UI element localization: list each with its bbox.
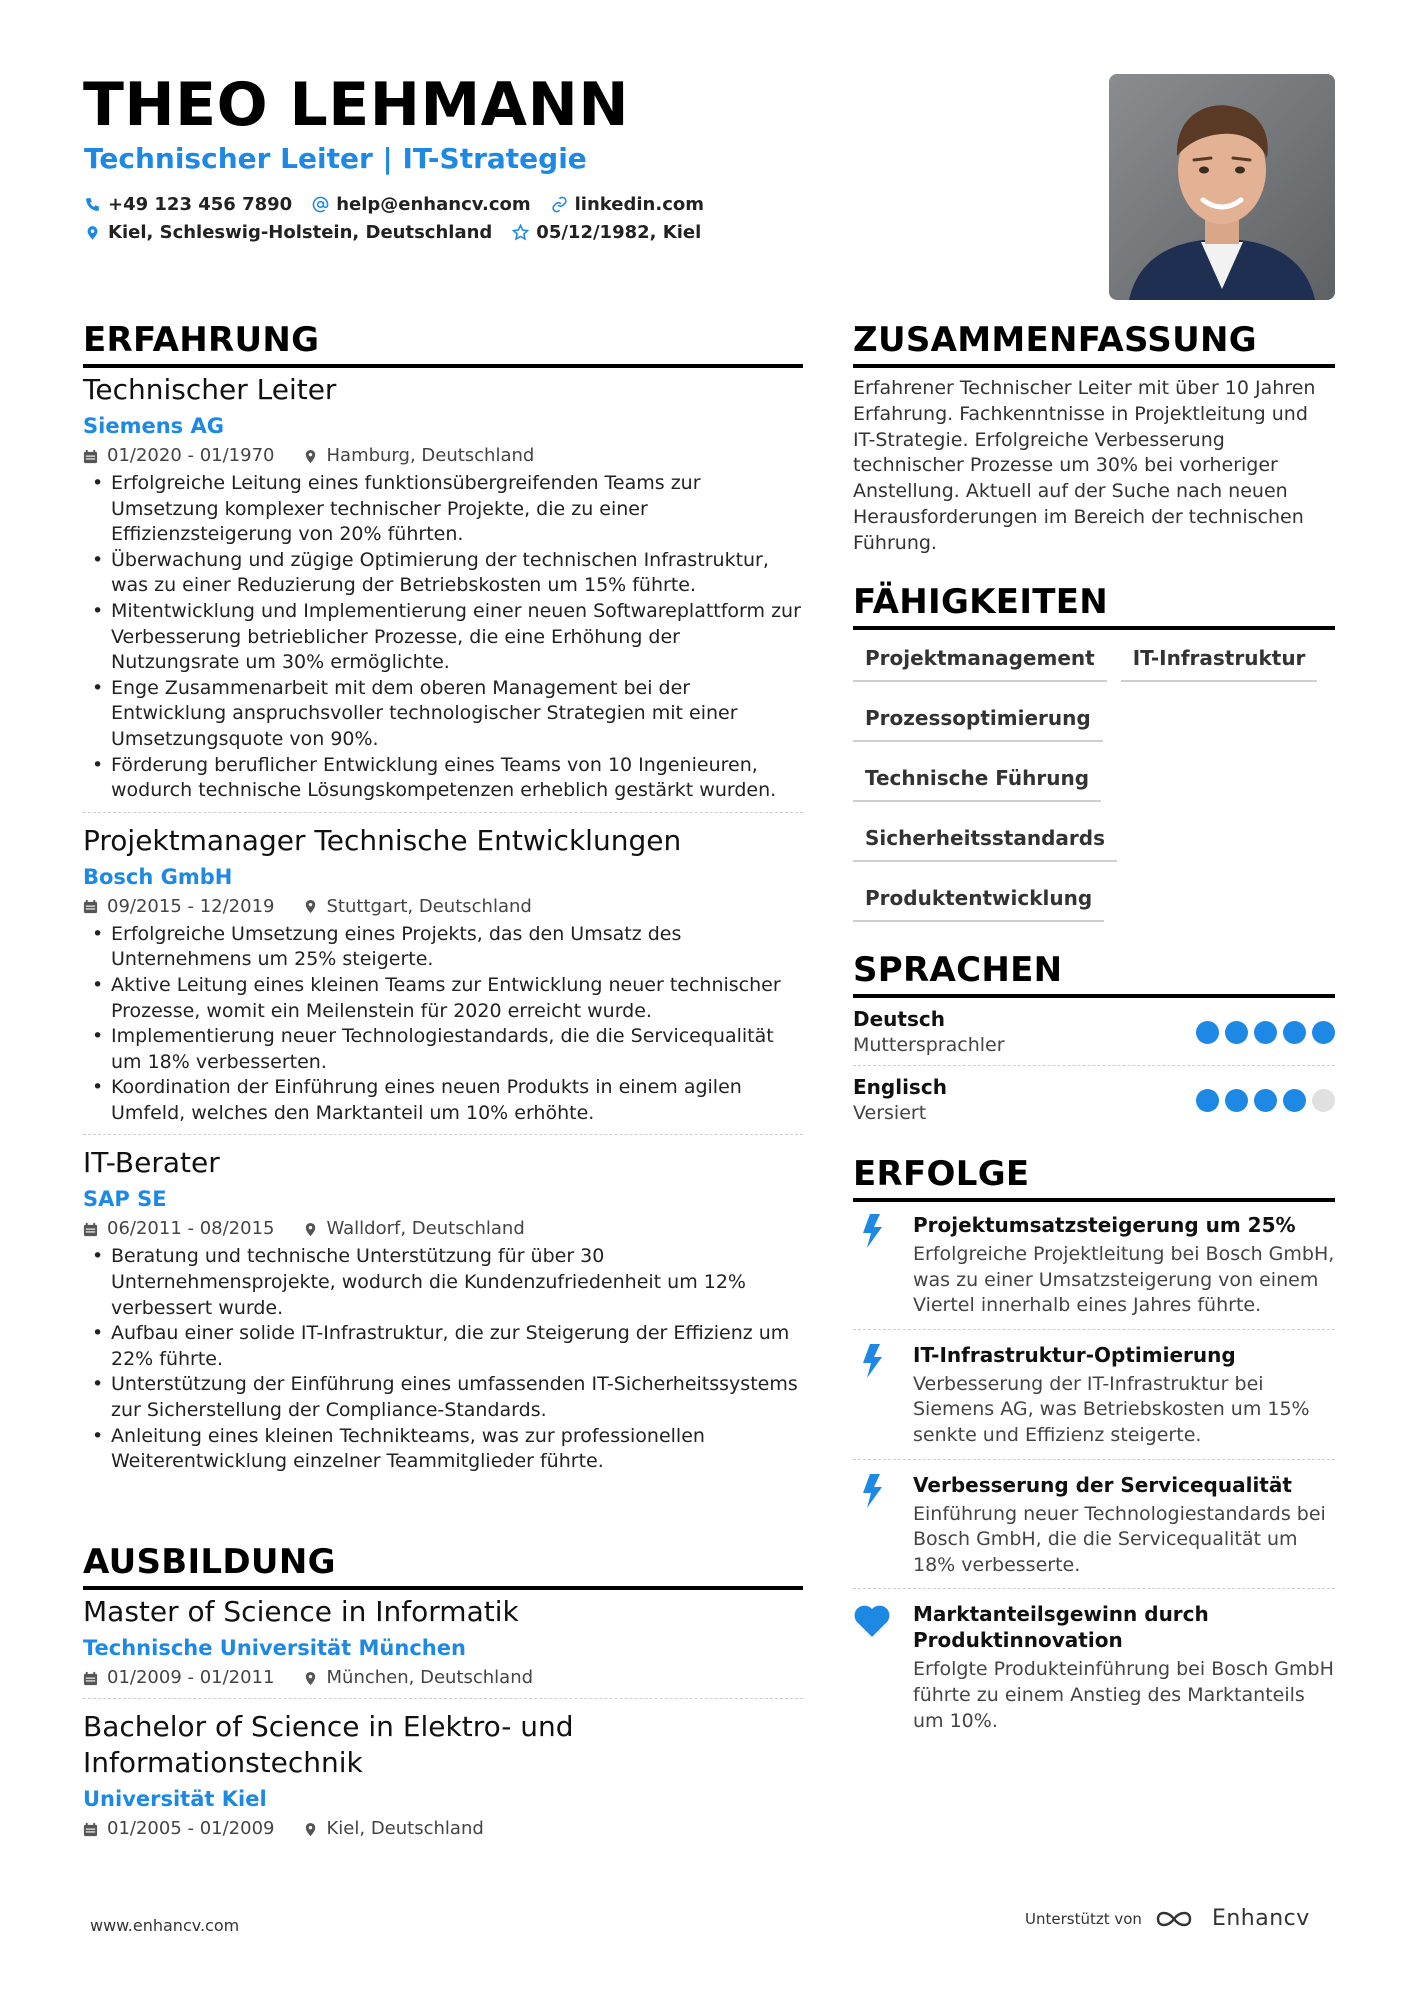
skill-tag: Projektmanagement (853, 636, 1107, 682)
rating-dot-empty (1312, 1089, 1335, 1112)
list-item: • Beratung und technische Unterstützung für über 30 Unternehmensprojekte, wodurch die Kundenzufriedenheit um 12% verbessert wurde. (83, 1244, 803, 1321)
list-item: • Implementierung neuer Technologiestandards, die die Servicequalität um 18% verbesserten. (83, 1024, 803, 1075)
section-title-skills: FÄHIGKEITEN (853, 582, 1109, 622)
job-company: Siemens AG (83, 414, 224, 438)
list-item: • Erfolgreiche Umsetzung eines Projekts, das den Umsatz des Unternehmens um 25% steigerte. (83, 922, 803, 973)
language-item (853, 1066, 1335, 1133)
location-pin-icon (84, 224, 101, 241)
star-icon (512, 224, 529, 241)
contact-location (84, 222, 492, 243)
language-info (853, 1006, 1005, 1058)
skill-tag: Produktentwicklung (853, 876, 1104, 922)
job-dates (83, 444, 275, 468)
job-location (303, 1217, 525, 1241)
achievement-title: Projektumsatzsteigerung um 25% (913, 1213, 1296, 1237)
summary-text: Erfahrener Technischer Leiter mit über 10 Jahren Erfahrung. Fachkenntnisse in Projektleitung und IT-Strategie. Erfolgreiche Verbesserung technischer Prozesse um 30% bei vorheriger Anstellung. Aktuell auf der Suche nach neuen Herausforderungen im Bereich der technischen Führung. (853, 377, 1316, 554)
link-icon (551, 196, 568, 213)
job-title: IT-Berater (83, 1146, 220, 1180)
school-name: Technische Universität München (83, 1636, 466, 1660)
linkedin-text: linkedin.com (574, 194, 704, 215)
bolt-icon (861, 1214, 883, 1248)
location-pin-icon (303, 1222, 318, 1237)
rating-dot-filled (1225, 1089, 1248, 1112)
language-name: Deutsch (853, 1007, 945, 1031)
phone-icon (84, 196, 101, 213)
job-dates-text: 06/2011 - 08/2015 (107, 1218, 275, 1240)
education-dates (83, 1817, 275, 1841)
location-pin-icon (303, 449, 318, 464)
job-company: SAP SE (83, 1187, 167, 1212)
job-company: Bosch GmbH (83, 864, 233, 889)
education-dates (83, 1666, 275, 1690)
job-meta (83, 895, 803, 919)
job-dates-text: 01/2020 - 01/1970 (107, 445, 275, 466)
degree-title: Bachelor of Science in Elektro- und Informationstechnik (83, 1710, 574, 1779)
job-bullets (83, 1244, 803, 1474)
list-item: • Mitentwicklung und Implementierung einer neuen Softwareplattform zur Verbesserung betrieblicher Prozesse, die eine Erhöhung der Nutzungsrate um 30% ermöglichte. (83, 599, 803, 676)
rating-dot-filled (1283, 1089, 1306, 1112)
rating-dot-filled (1283, 1021, 1306, 1044)
achievement-item (853, 1200, 1335, 1330)
achievement-icon-wrap (853, 1601, 891, 1734)
list-item: • Aufbau einer solide IT-Infrastruktur, die zur Steigerung der Effizienz um 22% führte. (83, 1321, 803, 1372)
location-pin-icon (303, 899, 318, 914)
section-title-summary: ZUSAMMENFASSUNG (853, 320, 1257, 360)
rating-dot-filled (1196, 1021, 1219, 1044)
achievement-title: Verbesserung der Servicequalität (913, 1472, 1292, 1497)
languages-list (853, 998, 1335, 1133)
email-text: help@enhancv.com (336, 194, 531, 215)
achievement-item (853, 1589, 1335, 1744)
job-entry (83, 1145, 803, 1474)
experience-list (83, 372, 803, 1475)
rating-dot-filled (1254, 1089, 1277, 1112)
achievement-desc: Verbesserung der IT-Infrastruktur bei Siemens AG, was Betriebskosten um 15% senkte und Effizienz steigerte. (913, 1372, 1310, 1446)
list-item: • Unterstützung der Einführung eines umfassenden IT-Sicherheitssystems zur Sicherstellung der Compliance-Standards. (83, 1372, 803, 1423)
achievement-icon-wrap (853, 1212, 891, 1319)
job-meta (83, 444, 803, 468)
skill-tag: Prozessoptimierung (853, 696, 1103, 742)
section-rule (853, 626, 1335, 630)
education-meta (83, 1817, 803, 1841)
heart-icon (853, 1603, 891, 1637)
job-location (303, 895, 532, 919)
education-location-text: München, Deutschland (326, 1667, 534, 1688)
profile-photo (1109, 74, 1335, 300)
location-pin-icon (303, 1671, 318, 1686)
education-location (303, 1666, 534, 1690)
calendar-icon (83, 1222, 98, 1237)
rating-dot-filled (1254, 1021, 1277, 1044)
school-name: Universität Kiel (83, 1787, 267, 1811)
job-location-text: Stuttgart, Deutschland (326, 895, 532, 917)
job-bullets (83, 922, 803, 1127)
bolt-icon (861, 1474, 883, 1508)
location-pin-icon (303, 1822, 318, 1837)
section-title-education: AUSBILDUNG (83, 1542, 336, 1582)
divider (83, 1698, 803, 1699)
education-location (303, 1817, 484, 1841)
education-meta (83, 1666, 803, 1690)
divider (83, 1134, 803, 1135)
achievement-item (853, 1330, 1335, 1460)
language-rating (1196, 1089, 1335, 1112)
achievements-list (853, 1200, 1335, 1744)
list-item: • Erfolgreiche Leitung eines funktionsübergreifenden Teams zur Umsetzung komplexer technischer Projekte, die zu einer Effizienzsteigerung von 20% führten. (83, 471, 803, 548)
footer-branding (1025, 1906, 1310, 1931)
brand-name: Enhancv (1211, 1906, 1310, 1931)
education-location-text: Kiel, Deutschland (326, 1818, 484, 1839)
language-level: Muttersprachler (853, 1034, 1005, 1056)
contact-row-1 (84, 194, 704, 215)
language-level: Versiert (853, 1102, 927, 1124)
calendar-icon (83, 1822, 98, 1837)
calendar-icon (83, 449, 98, 464)
language-item (853, 998, 1335, 1066)
achievement-icon-wrap (853, 1472, 891, 1579)
list-item: • Aktive Leitung eines kleinen Teams zur Entwicklung neuer technischer Prozesse, womit ein Meilenstein für 2020 erreicht wurde. (83, 973, 803, 1024)
job-bullets (83, 471, 803, 804)
job-title: Projektmanager Technische Entwicklungen (83, 823, 682, 857)
section-title-languages: SPRACHEN (853, 950, 1063, 990)
rating-dot-filled (1196, 1089, 1219, 1112)
job-entry (83, 372, 803, 804)
education-list (83, 1594, 803, 1841)
degree-title: Master of Science in Informatik (83, 1595, 519, 1628)
skill-tag: Technische Führung (853, 756, 1101, 802)
rating-dot-filled (1312, 1021, 1335, 1044)
contact-email[interactable] (312, 194, 530, 215)
job-dates (83, 895, 275, 919)
list-item: • Überwachung und zügige Optimierung der technischen Infrastruktur, was zu einer Reduzierung der Betriebskosten um 15% führte. (83, 548, 803, 599)
skill-tag: Sicherheitsstandards (853, 816, 1117, 862)
portrait-image (1109, 74, 1335, 300)
achievement-desc: Erfolgte Produkteinführung bei Bosch GmbH führte zu einem Anstieg des Marktanteils um 10%. (913, 1658, 1334, 1732)
job-entry (83, 823, 803, 1127)
bolt-icon (861, 1344, 883, 1378)
contact-linkedin[interactable] (551, 194, 704, 215)
job-dates (83, 1217, 275, 1241)
job-dates-text: 09/2015 - 12/2019 (107, 895, 275, 917)
at-icon (312, 196, 329, 213)
achievement-desc: Erfolgreiche Projektleitung bei Bosch GmbH, was zu einer Umsatzsteigerung von einem Viertel innerhalb eines Jahres führte. (913, 1243, 1335, 1317)
job-title: Technischer Leiter (83, 373, 337, 406)
education-dates-text: 01/2005 - 01/2009 (107, 1818, 275, 1839)
job-meta (83, 1217, 803, 1241)
contact-row-2 (84, 222, 701, 243)
calendar-icon (83, 1671, 98, 1686)
achievement-title: Marktanteilsgewinn durch Produktinnovation (913, 1602, 1209, 1653)
education-entry (83, 1594, 803, 1690)
section-rule (83, 1586, 803, 1590)
education-dates-text: 01/2009 - 01/2011 (107, 1667, 275, 1688)
achievement-body (913, 1212, 1335, 1319)
section-title-achievements: ERFOLGE (853, 1154, 1030, 1194)
education-entry (83, 1709, 803, 1841)
achievement-desc: Einführung neuer Technologiestandards bei Bosch GmbH, die die Servicequalität um 18% verbesserte. (913, 1502, 1326, 1576)
skills-list (853, 636, 1335, 936)
section-rule (83, 364, 803, 368)
achievement-icon-wrap (853, 1342, 891, 1449)
candidate-subtitle: Technischer Leiter | IT-Strategie (84, 142, 587, 175)
footer-website[interactable]: www.enhancv.com (90, 1916, 240, 1935)
contact-birth (512, 222, 701, 243)
list-item: • Koordination der Einführung eines neuen Produkts in einem agilen Umfeld, welches den Marktanteil um 10% erhöhte. (83, 1075, 803, 1126)
list-item: • Enge Zusammenarbeit mit dem oberen Management bei der Entwicklung anspruchsvoller technologischer Strategien mit einer Umsetzungsquote von 90%. (83, 676, 803, 753)
list-item: • Anleitung eines kleinen Technikteams, was zur professionellen Weiterentwicklung einzelner Teammitglieder führte. (83, 1424, 803, 1475)
job-location-text: Hamburg, Deutschland (326, 445, 535, 466)
birth-text: 05/12/1982, Kiel (536, 222, 702, 243)
powered-by-text: Unterstützt von (1025, 1909, 1142, 1928)
enhancv-logo-icon (1154, 1907, 1200, 1931)
language-name: Englisch (853, 1075, 947, 1099)
contact-phone[interactable] (84, 194, 292, 215)
achievement-body (913, 1342, 1335, 1449)
candidate-name: THEO LEHMANN (83, 70, 630, 140)
achievement-body (913, 1472, 1335, 1579)
achievement-title: IT-Infrastruktur-Optimierung (913, 1342, 1236, 1367)
calendar-icon (83, 899, 98, 914)
phone-text: +49 123 456 7890 (108, 194, 293, 215)
language-rating (1196, 1021, 1335, 1044)
rating-dot-filled (1225, 1021, 1248, 1044)
achievement-item (853, 1460, 1335, 1590)
job-location-text: Walldorf, Deutschland (326, 1218, 525, 1240)
skill-tag: IT-Infrastruktur (1121, 636, 1318, 682)
job-location (303, 444, 535, 468)
divider (83, 812, 803, 813)
achievement-body (913, 1601, 1335, 1734)
section-rule (853, 364, 1335, 368)
list-item: • Förderung beruflicher Entwicklung eines Teams von 10 Ingenieuren, wodurch technische Lösungskompetenzen erheblich gestärkt wurden. (83, 753, 803, 804)
section-title-experience: ERFAHRUNG (83, 320, 320, 360)
language-info (853, 1074, 947, 1126)
location-text: Kiel, Schleswig-Holstein, Deutschland (108, 222, 493, 243)
